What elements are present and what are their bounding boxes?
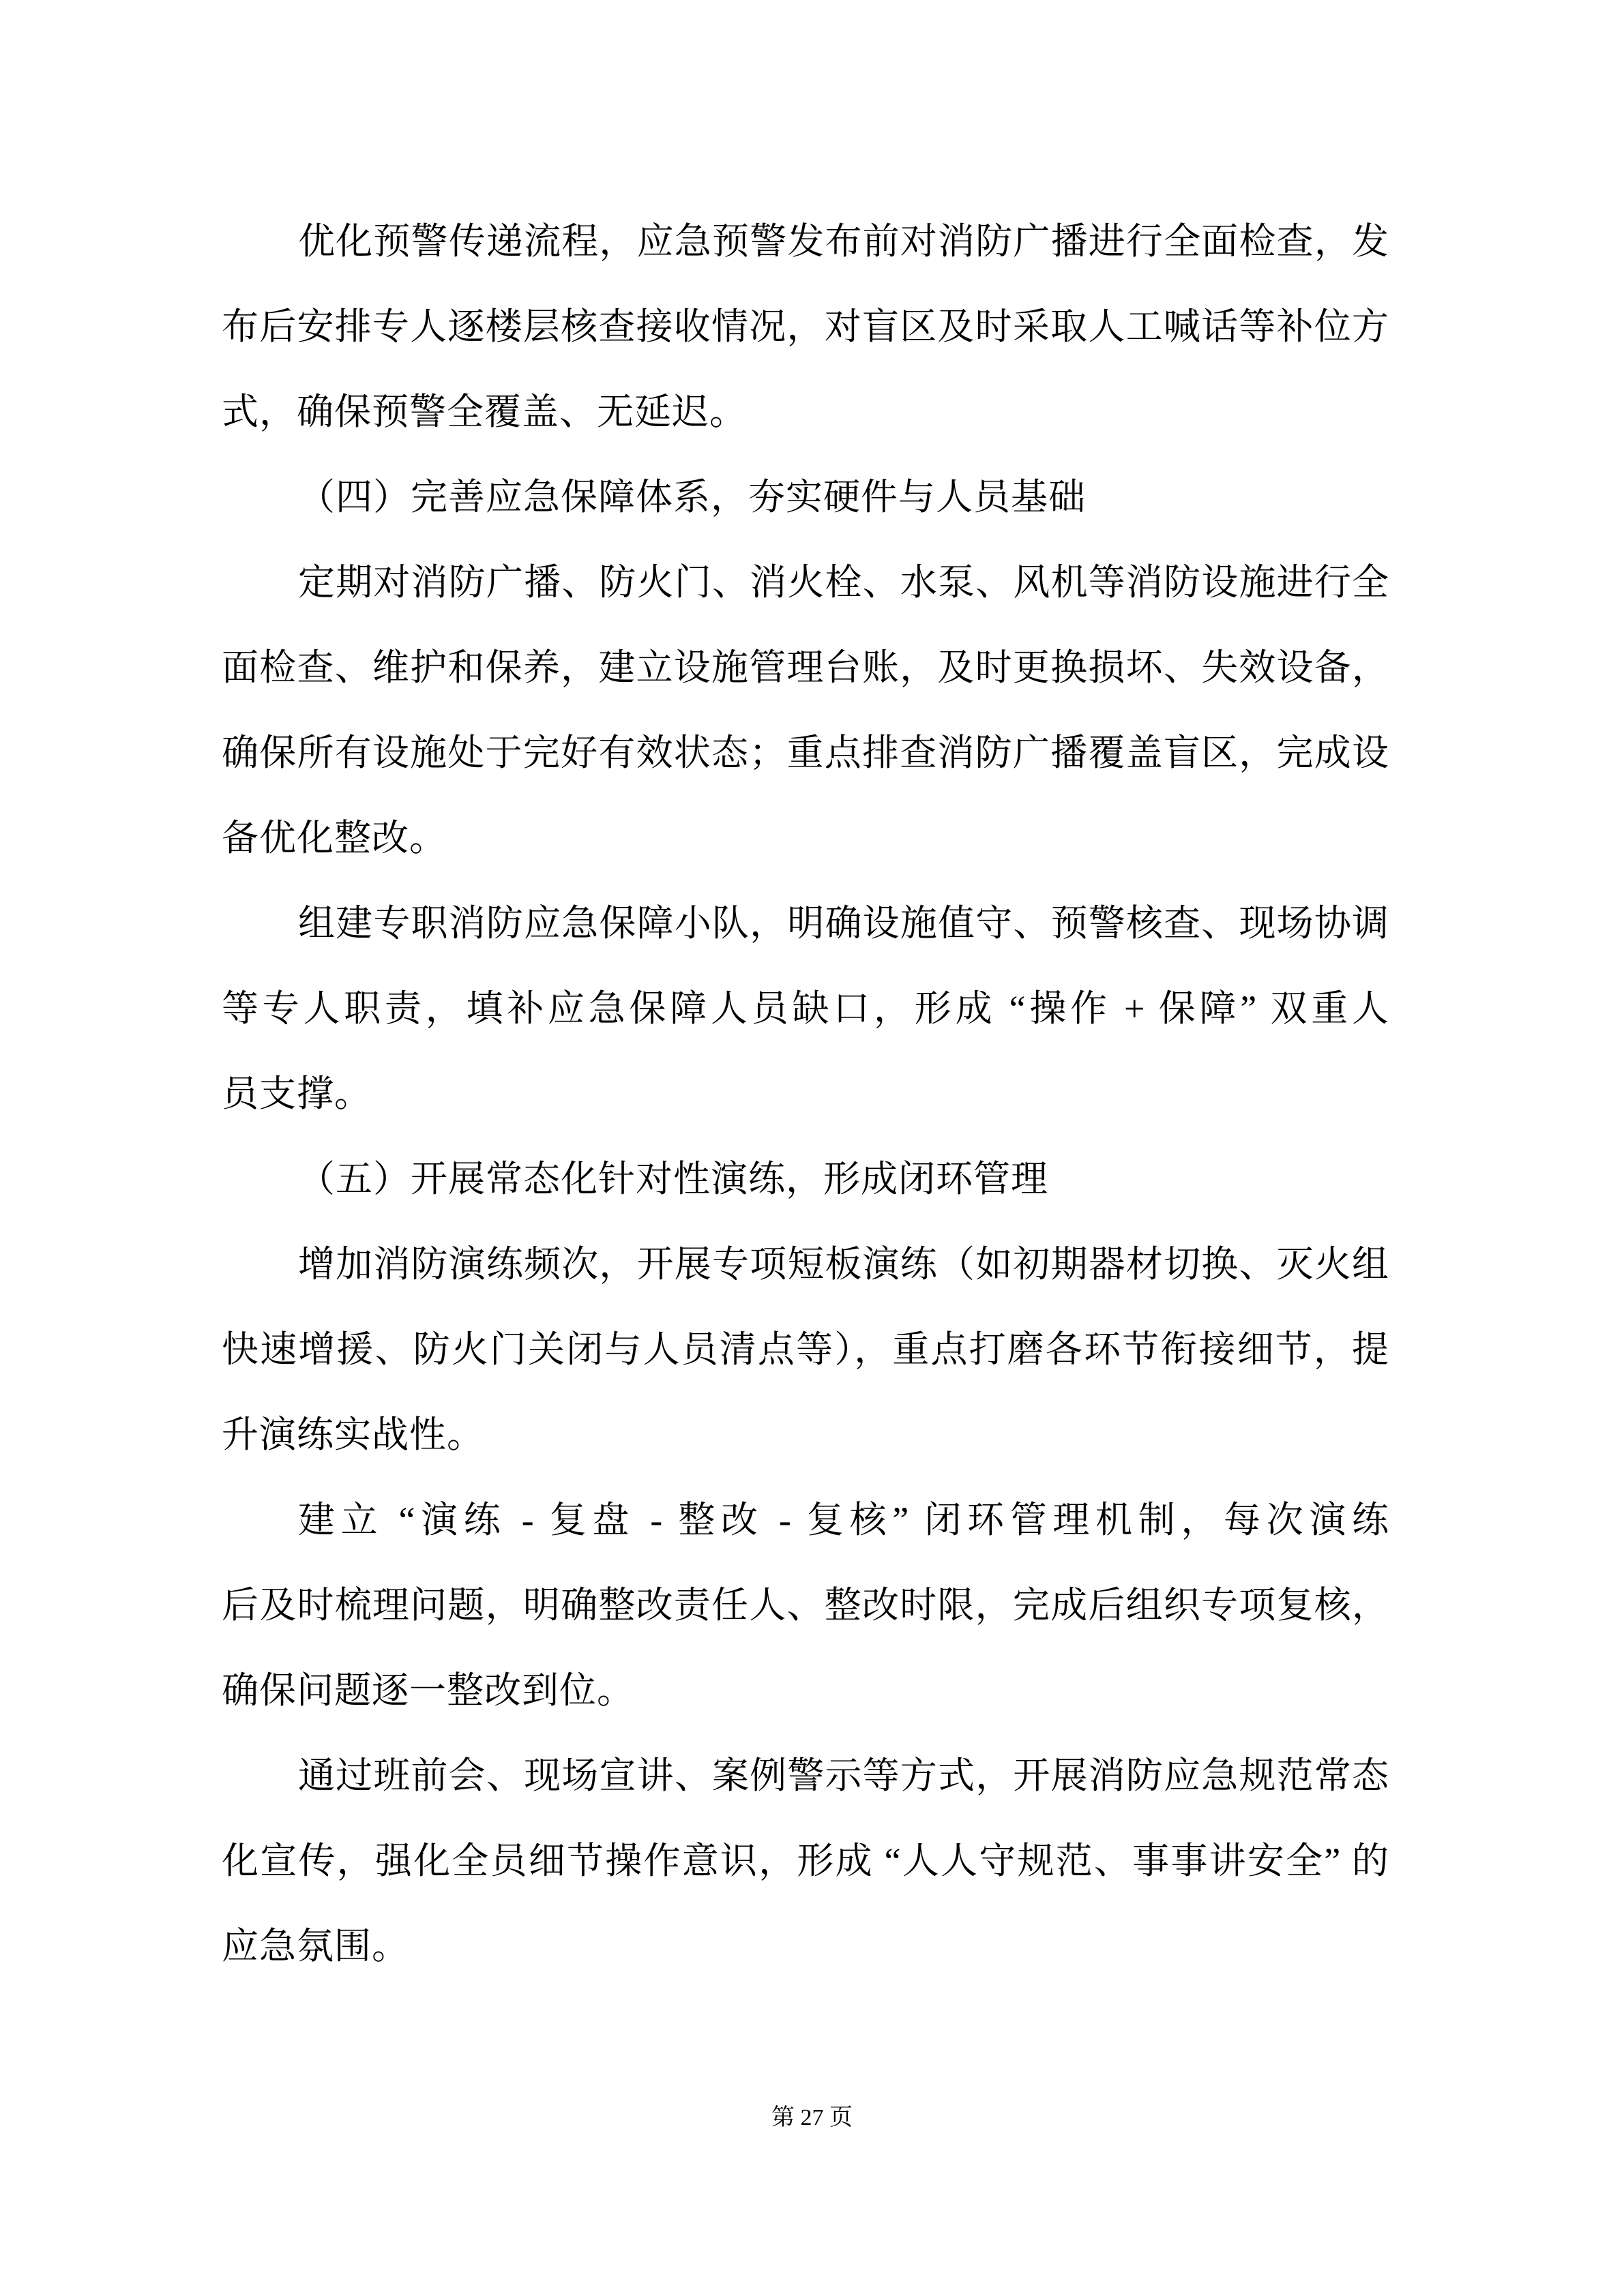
text-line: 定期对消防广播、防火门、消火栓、水泵、风机等消防设施进行全 [298, 562, 1389, 603]
text-line: 快速增援、防火门关闭与人员清点等），重点打磨各环节衔接细节，提 [222, 1329, 1389, 1370]
section-heading: （四）完善应急保障体系，夯实硬件与人员基础 [298, 477, 1086, 518]
text-line: 式，确保预警全覆盖、无延迟。 [222, 391, 747, 432]
footer-page-number: 第 27 页 [771, 2105, 853, 2130]
text-line: 优化预警传递流程，应急预警发布前对消防广播进行全面检查，发 [298, 221, 1389, 262]
text-line: 备优化整改。 [222, 818, 447, 859]
text-line: 应急氛围。 [222, 1926, 409, 1967]
text-line: 建立 “演练 - 复盘 - 整改 - 复核” 闭环管理机制，每次演练 [298, 1500, 1389, 1540]
text-line: 通过班前会、现场宣讲、案例警示等方式，开展消防应急规范常态 [298, 1755, 1389, 1796]
text-line: 员支撑。 [222, 1073, 372, 1114]
text-line: 确保问题逐一整改到位。 [222, 1670, 634, 1711]
text-line: 后及时梳理问题，明确整改责任人、整改时限，完成后组织专项复核， [222, 1585, 1389, 1626]
text-line: 增加消防演练频次，开展专项短板演练（如初期器材切换、灭火组 [298, 1244, 1389, 1285]
text-line: 等专人职责，填补应急保障人员缺口，形成 “操作 + 保障” 双重人 [222, 988, 1389, 1029]
text-line: 面检查、维护和保养，建立设施管理台账，及时更换损坏、失效设备， [222, 647, 1389, 688]
section-heading: （五）开展常态化针对性演练，形成闭环管理 [298, 1159, 1048, 1199]
text-line: 布后安排专人逐楼层核查接收情况，对盲区及时采取人工喊话等补位方 [222, 306, 1389, 347]
document-body [222, 199, 1389, 1989]
text-line: 组建专职消防应急保障小队，明确设施值守、预警核查、现场协调 [298, 903, 1389, 944]
text-line: 确保所有设施处于完好有效状态；重点排查消防广播覆盖盲区，完成设 [222, 732, 1389, 773]
text-line: 升演练实战性。 [222, 1414, 484, 1455]
text-line: 化宣传，强化全员细节操作意识，形成 “人人守规范、事事讲安全” 的 [222, 1840, 1389, 1881]
